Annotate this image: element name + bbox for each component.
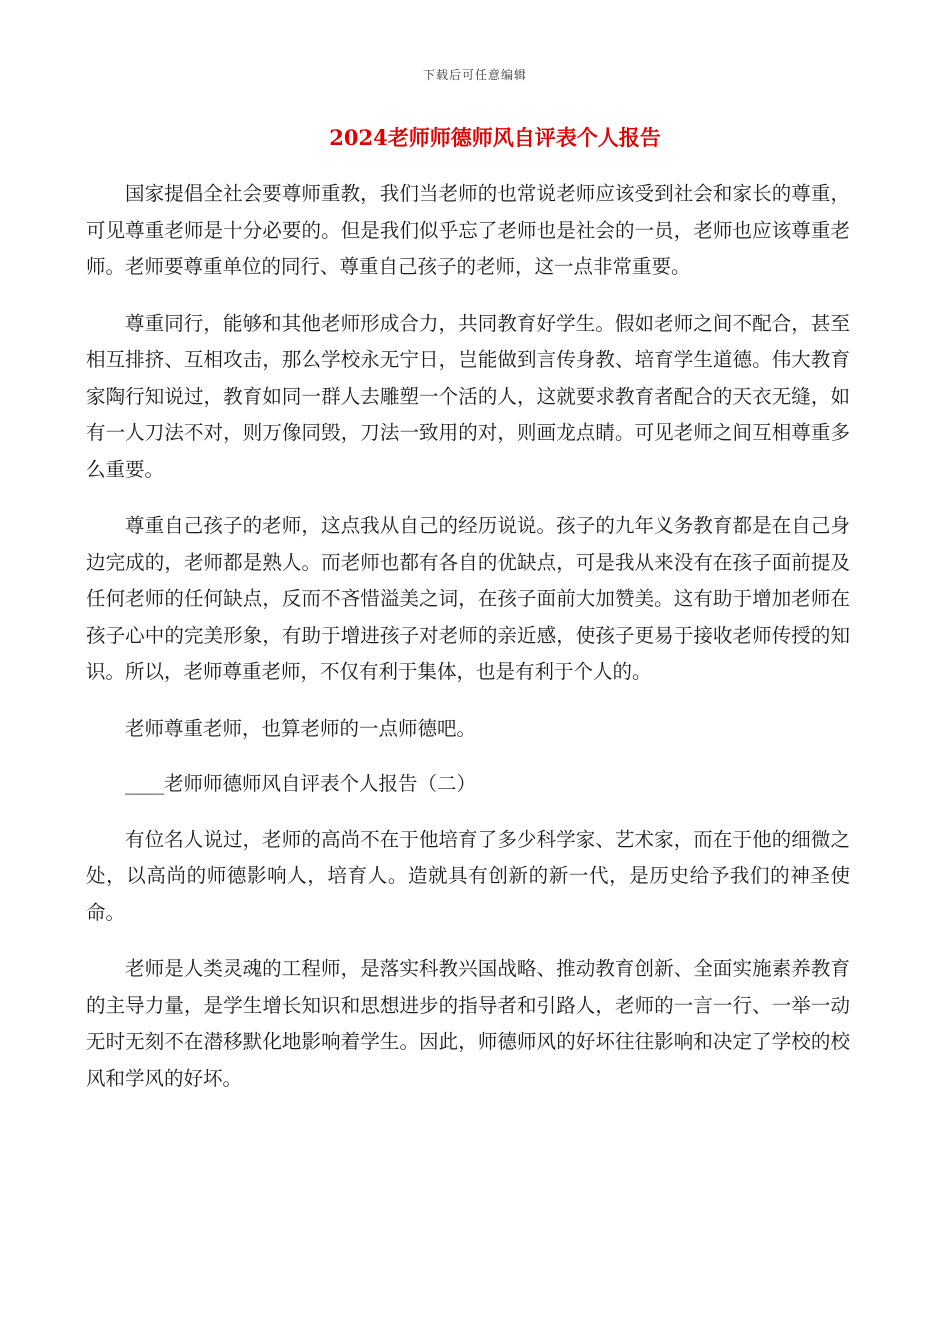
paragraph-famous-quote: 有位名人说过，老师的高尚不在于他培育了多少科学家、艺术家，而在于他的细微之处，以高尚的师德影响人，培育人。造就具有创新的新一代，是历史给予我们的神圣使命。 <box>86 827 850 924</box>
section-heading-part-two: ____老师师德师风自评表个人报告（二） <box>125 772 477 795</box>
paragraph-respect-teachers: 国家提倡全社会要尊师重教，我们当老师的也常说老师应该受到社会和家长的尊重，可见尊重老师是十分必要的。但是我们似乎忘了老师也是社会的一员，老师也应该尊重老师。老师要尊重单位的同行、尊重自己孩子的老师，这一点非常重要。 <box>86 182 850 278</box>
paragraph-teacher-role: 老师是人类灵魂的工程师，是落实科教兴国战略、推动教育创新、全面实施素养教育的主导力量，是学生增长知识和思想进步的指导者和引路人，老师的一言一行、一举一动无时无刻不在潜移默化地影响着学生。因此，师德师风的好坏往往影响和决定了学校的校风和学风的好坏。 <box>86 957 850 1090</box>
paragraph-respect-child-teachers: 尊重自己孩子的老师，这点我从自己的经历说说。孩子的九年义务教育都是在自己身边完成的，老师都是熟人。而老师也都有各自的优缺点，可是我从来没有在孩子面前提及任何老师的任何缺点，反而不吝惜溢美之词，在孩子面前大加赞美。这有助于增加老师在孩子心中的完美形象，有助于增进孩子对老师的亲近感，使孩子更易于接收老师传授的知识。所以，老师尊重老师，不仅有利于集体，也是有利于个人的。 <box>86 514 850 683</box>
document-body <box>86 176 850 1117</box>
document-title: 2024老师师德师风自评表个人报告 <box>329 125 661 150</box>
paragraph-respect-colleagues: 尊重同行，能够和其他老师形成合力，共同教育好学生。假如老师之间不配合，甚至相互排挤、互相攻击，那么学校永无宁日，岂能做到言传身教、培育学生道德。伟大教育家陶行知说过，教育如同一群人去雕塑一个活的人，这就要求教育者配合的天衣无缝，如有一人刀法不对，则万像同毁，刀法一致用的对，则画龙点睛。可见老师之间互相尊重多么重要。 <box>86 311 850 481</box>
paragraph-conclusion: 老师尊重老师，也算老师的一点师德吧。 <box>125 716 477 740</box>
page-header-note: 下载后可任意编辑 <box>422 68 527 82</box>
